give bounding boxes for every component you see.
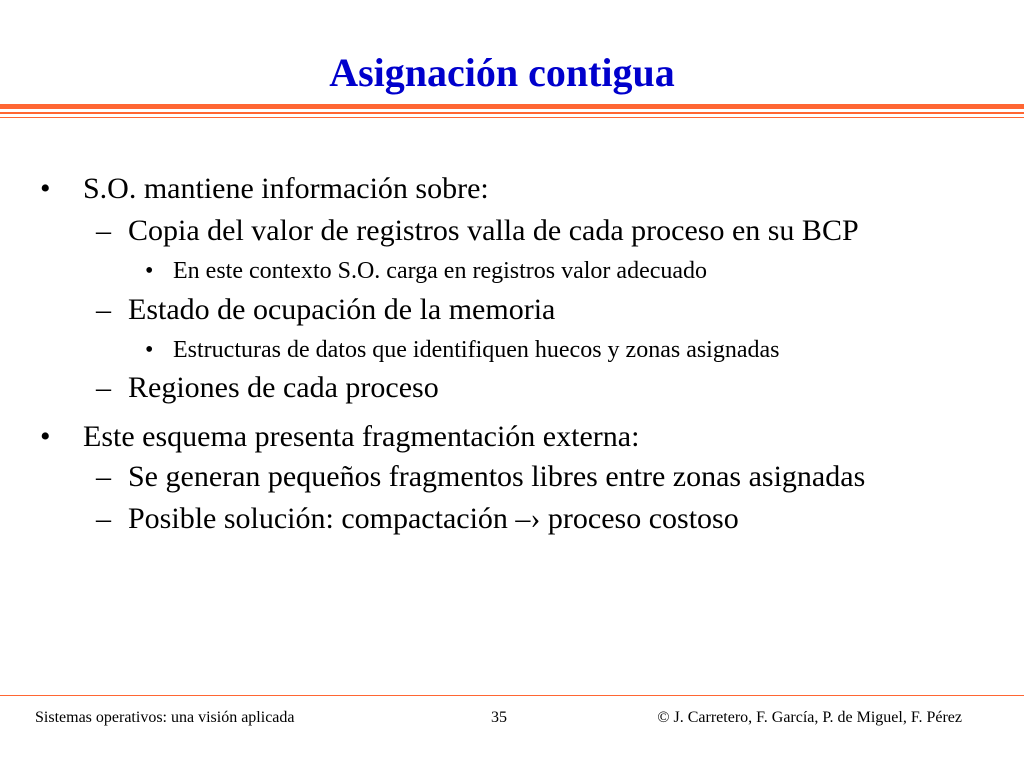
bullet-text: Estado de ocupación de la memoria xyxy=(128,293,556,326)
bullet-marker: • xyxy=(145,337,154,363)
footer-copyright: © J. Carretero, F. García, P. de Miguel, F. Pérez xyxy=(657,709,962,726)
footer-rule xyxy=(0,695,1024,696)
dash-marker: – xyxy=(96,371,111,404)
bullet-text: Este esquema presenta fragmentación externa: xyxy=(83,420,640,453)
page-number: 35 xyxy=(491,709,507,726)
bullet-marker: • xyxy=(40,420,51,453)
title-rule-thick xyxy=(0,104,1024,109)
bullet-text: Regiones de cada proceso xyxy=(128,371,439,404)
dash-marker: – xyxy=(96,214,111,247)
bullet-marker: • xyxy=(40,172,51,205)
bullet-text: Posible solución: compactación –› proceso costoso xyxy=(128,502,739,535)
title-rule-medium xyxy=(0,112,1024,114)
bullet-text: Copia del valor de registros valla de cada proceso en su BCP xyxy=(128,214,859,247)
bullet-text: En este contexto S.O. carga en registros valor adecuado xyxy=(173,258,708,284)
dash-marker: – xyxy=(96,293,111,326)
footer-book-title: Sistemas operativos: una visión aplicada xyxy=(35,709,295,726)
bullet-text: S.O. mantiene información sobre: xyxy=(83,172,489,205)
title-rule-thin xyxy=(0,117,1024,118)
dash-marker: – xyxy=(96,502,111,535)
bullet-marker: • xyxy=(145,258,154,284)
bullet-text: Se generan pequeños fragmentos libres entre zonas asignadas xyxy=(128,460,866,493)
dash-marker: – xyxy=(96,460,111,493)
slide-title: Asignación contigua xyxy=(329,50,675,95)
bullet-text: Estructuras de datos que identifiquen huecos y zonas asignadas xyxy=(173,337,780,363)
